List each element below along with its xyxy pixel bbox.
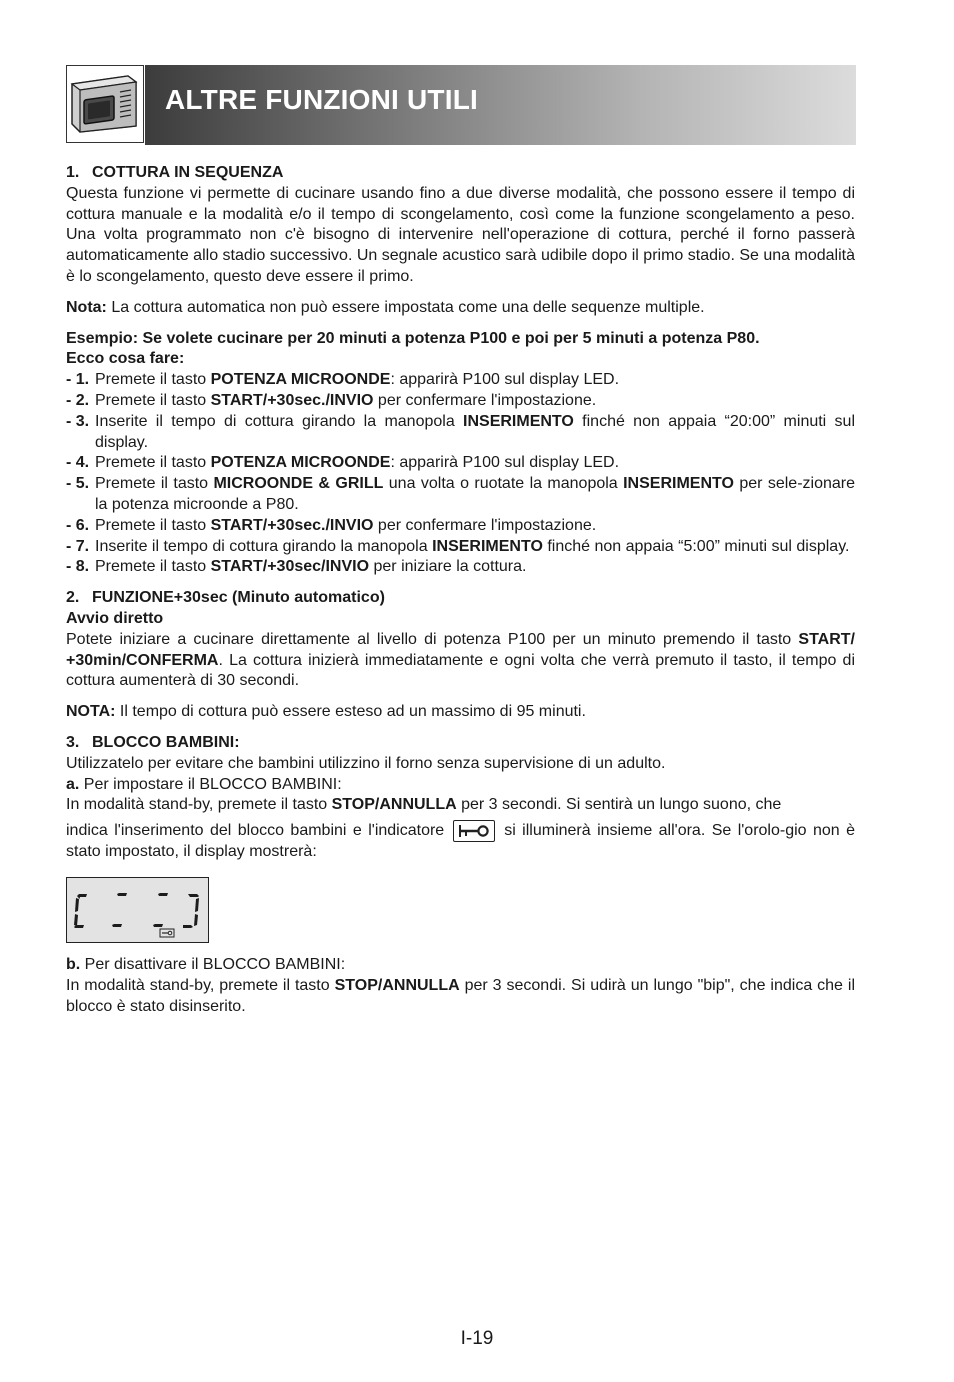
- step-item: [66, 537, 855, 558]
- section-2-heading: [66, 588, 855, 609]
- step-text: Inserite il tempo di cottura girando la manopola: [95, 537, 433, 555]
- step-number: - 7.: [66, 537, 90, 555]
- step-text: per iniziare la cottura.: [369, 558, 527, 576]
- body-text: per 3 secondi. Si sentirà un lungo suono, che: [456, 796, 782, 814]
- body-text: Potete iniziare a cucinare direttamente al livello di potenza P100 per un minuto premendo il tasto: [66, 630, 799, 648]
- b-label: b.: [66, 955, 81, 973]
- section-2-number: 2.: [66, 589, 80, 607]
- step-text: Premete il tasto: [95, 558, 211, 576]
- step-item: [66, 474, 855, 516]
- section-3-b-desc: [66, 976, 855, 1018]
- example-heading: [66, 329, 855, 350]
- section-2-body: [66, 630, 855, 692]
- step-key: INSERIMENTO: [463, 412, 574, 430]
- note-label: NOTA:: [66, 703, 116, 721]
- step-text: : apparirà P100 sul display LED.: [390, 371, 620, 389]
- body-text: . La cottura inizierà immediatamente e ogni volta che verrà premuto il tasto, il tempo di cottura aumenterà di 30 secondi.: [66, 651, 855, 690]
- step-text: Inserite il tempo di cottura girando la manopola: [95, 412, 464, 430]
- page-header: [66, 65, 856, 145]
- step-item: [66, 412, 855, 454]
- step-text: una volta o ruotate la manopola: [383, 475, 624, 493]
- step-text: Premete il tasto: [95, 454, 211, 472]
- section-3-title: BLOCCO BAMBINI:: [92, 733, 240, 751]
- note-label: Nota:: [66, 298, 107, 316]
- step-number: - 3.: [66, 412, 90, 430]
- body-key: STOP/ANNULLA: [334, 976, 460, 994]
- step-key: MICROONDE & GRILL: [213, 475, 384, 493]
- section-2-subtitle: [66, 609, 855, 630]
- step-text: Premete il tasto: [95, 516, 211, 534]
- body-text: indica l'inserimento del blocco bambini e l'indicatore: [66, 822, 445, 840]
- section-3-number: 3.: [66, 733, 80, 751]
- step-item: [66, 370, 855, 391]
- page-title: ALTRE FUNZIONI UTILI: [165, 84, 478, 115]
- step-text: per confermare l'impostazione.: [373, 391, 597, 409]
- section-3-intro: Utilizzatelo per evitare che bambini utilizzino il forno senza supervisione di un adulto.: [66, 754, 666, 772]
- step-key: START/+30sec/INVIO: [210, 558, 370, 576]
- b-text: Per disattivare il BLOCCO BAMBINI:: [80, 955, 346, 973]
- step-item: [66, 391, 855, 412]
- section-3-b-heading: [66, 955, 855, 976]
- microwave-oven-icon: [66, 65, 144, 143]
- note-text: Il tempo di cottura può essere esteso ad un massimo di 95 minuti.: [115, 703, 586, 721]
- section-1-note: [66, 298, 855, 319]
- step-text: Premete il tasto: [95, 475, 214, 493]
- step-text: : apparirà P100 sul display LED.: [390, 454, 620, 472]
- section-2-subtitle-text: Avvio diretto: [66, 609, 164, 627]
- body-key: START/ +30min/CONFERMA: [66, 630, 855, 669]
- body-text: si illuminerà insieme all'ora. Se l'orolo-gio non è stato impostato, il display mostrerà:: [66, 822, 856, 861]
- body-text: In modalità stand-by, premete il tasto: [66, 796, 332, 814]
- step-key: INSERIMENTO: [623, 475, 734, 493]
- section-1-number: 1.: [66, 164, 80, 181]
- step-key: INSERIMENTO: [432, 537, 543, 555]
- section-1-heading: [66, 163, 855, 184]
- body-text: per 3 secondi. Si udirà un lungo "bip", che indica che il blocco è stato disinserito.: [66, 976, 856, 1015]
- step-number: - 5.: [66, 475, 90, 493]
- step-text: finché non appaia “20:00” minuti sul display.: [95, 412, 856, 451]
- section-3-a-desc: [66, 795, 855, 816]
- section-1-intro: Questa funzione vi permette di cucinare usando fino a due diverse modalità, che possono essere il tempo di cottura manuale e la modalità e/o il tempo di scongelamento, così come la funzione scongelamento a peso. Una volta programmato non c'è bisogno di intervenire nell'operazione di cottura, perché il forno passerà automaticamente allo stadio successivo. Un segnale acustico sarà udibile dopo il primo stadio. Se una modalità è lo scongelamento, questo deve essere il primo.: [66, 184, 855, 285]
- step-text: per confermare l'impostazione.: [373, 516, 597, 534]
- section-3-heading: [66, 733, 855, 754]
- how-to-text: Ecco cosa fare:: [66, 350, 185, 368]
- a-text: Per impostare il BLOCCO BAMBINI:: [79, 775, 342, 793]
- key-lock-icon: [453, 820, 495, 842]
- body-key: STOP/ANNULLA: [331, 796, 457, 814]
- step-item: [66, 516, 855, 537]
- section-3-a-desc-cont: [66, 820, 855, 863]
- step-number: - 1.: [66, 371, 90, 389]
- steps-list: [66, 370, 855, 578]
- note-text: La cottura automatica non può essere impostata come una delle sequenze multiple.: [106, 298, 705, 316]
- step-item: [66, 453, 855, 474]
- step-text: Premete il tasto: [95, 371, 211, 389]
- step-number: - 4.: [66, 454, 90, 472]
- step-text: finché non appaia “5:00” minuti sul display.: [542, 537, 850, 555]
- step-key: POTENZA MICROONDE: [210, 371, 391, 389]
- step-item: [66, 557, 855, 578]
- a-label: a.: [66, 775, 80, 793]
- section-1-title: COTTURA IN SEQUENZA: [92, 164, 284, 181]
- page-content: [66, 163, 855, 1017]
- step-number: - 2.: [66, 391, 90, 409]
- step-number: - 8.: [66, 558, 90, 576]
- step-number: - 6.: [66, 516, 90, 534]
- step-key: POTENZA MICROONDE: [210, 454, 391, 472]
- how-to-heading: [66, 349, 855, 370]
- body-text: In modalità stand-by, premete il tasto: [66, 976, 335, 994]
- step-text: per sele-zionare la potenza microonde a P80.: [95, 475, 855, 513]
- header-band: [145, 65, 856, 145]
- step-key: START/+30sec./INVIO: [210, 391, 374, 409]
- example-text: Esempio: Se volete cucinare per 20 minuti a potenza P100 e poi per 5 minuti a potenza P80.: [66, 329, 760, 347]
- section-3-a-heading: [66, 775, 855, 796]
- section-2-note: [66, 702, 855, 723]
- page-number: I-19: [460, 1328, 494, 1349]
- step-text: Premete il tasto: [95, 391, 211, 409]
- section-2-title: FUNZIONE+30sec (Minuto automatico): [92, 589, 385, 607]
- lcd-display-child-lock-icon: [66, 877, 209, 943]
- step-key: START/+30sec./INVIO: [210, 516, 374, 534]
